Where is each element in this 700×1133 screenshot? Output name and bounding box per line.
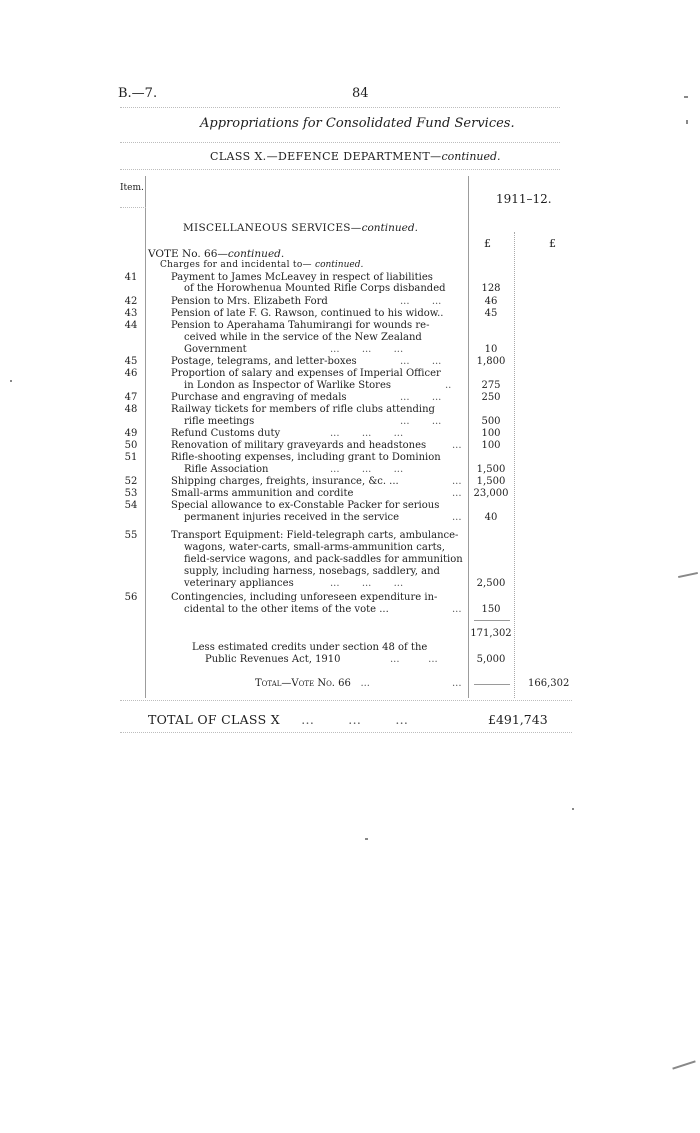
amount-subcolumn-rule — [514, 232, 515, 698]
dot-leader: ... — [452, 440, 462, 451]
item-amount: 1,500 — [476, 464, 506, 475]
subtotal-rule — [474, 620, 510, 621]
page-number: 84 — [352, 86, 369, 101]
item-header-underline — [120, 207, 146, 208]
charges-heading: Charges for and incidental to— continued. — [160, 260, 364, 270]
item-description: Transport Equipment: Field-telegraph carts, ambulance- — [171, 530, 459, 541]
scan-mark — [686, 120, 688, 124]
item-number: 53 — [124, 488, 138, 499]
vote-total-label: Total—Vote No. 66 ... — [255, 678, 370, 689]
divider — [120, 169, 560, 170]
item-amount: 46 — [484, 296, 498, 307]
item-number: 52 — [124, 476, 138, 487]
item-description: Payment to James McLeavey in respect of liabilities — [171, 272, 433, 283]
item-amount: 10 — [484, 344, 498, 355]
item-number: 55 — [124, 530, 138, 541]
item-description: Small-arms ammunition and cordite — [171, 488, 354, 499]
scan-mark — [684, 96, 688, 98]
item-description: Postage, telegrams, and letter-boxes — [171, 356, 357, 367]
subtotal-amount: 171,302 — [470, 628, 512, 639]
item-number: 43 — [124, 308, 138, 319]
dot-leader: .. — [445, 380, 452, 391]
document-reference: B.—7. — [118, 86, 158, 101]
item-number: 51 — [124, 452, 138, 463]
dot-leader: ... — [452, 488, 462, 499]
item-number: 44 — [124, 320, 138, 331]
item-description: Renovation of military graveyards and headstones — [171, 440, 427, 451]
vote-heading: VOTE No. 66—continued. — [148, 248, 285, 260]
item-number: 48 — [124, 404, 138, 415]
item-amount: 128 — [481, 283, 501, 294]
item-amount: 150 — [481, 604, 501, 615]
item-description: Pension of late F. G. Rawson, continued to his widow.. — [171, 308, 444, 319]
item-description: Special allowance to ex-Constable Packer for serious — [171, 500, 440, 511]
item-description: cidental to the other items of the vote ... — [184, 604, 389, 615]
item-number: 47 — [124, 392, 138, 403]
item-description: of the Horowhenua Mounted Rifle Corps disbanded — [184, 283, 446, 294]
scan-mark — [10, 380, 12, 382]
item-description: Proportion of salary and expenses of Imperial Officer — [171, 368, 441, 379]
dot-leader: ... ... ... — [330, 344, 404, 355]
dot-leader: ... ... ... — [330, 464, 404, 475]
scan-mark — [365, 838, 368, 840]
item-description: rifle meetings — [184, 416, 255, 427]
dot-leader: ... — [452, 476, 462, 487]
item-description: permanent injuries received in the service — [184, 512, 400, 523]
class-total-label: TOTAL OF CLASS X ... ... ... — [148, 712, 409, 727]
item-amount: 1,800 — [476, 356, 506, 367]
item-description: field-service wagons, and pack-saddles for ammunition — [184, 554, 463, 565]
item-number: 54 — [124, 500, 138, 511]
item-amount: 40 — [484, 512, 498, 523]
item-amount: 23,000 — [473, 488, 509, 499]
class-heading: CLASS X.—DEFENCE DEPARTMENT—continued. — [210, 150, 501, 163]
item-number: 45 — [124, 356, 138, 367]
credits-description: Public Revenues Act, 1910 — [205, 654, 341, 665]
item-description: Pension to Aperahama Tahumirangi for wounds re- — [171, 320, 430, 331]
item-amount: 100 — [481, 440, 501, 451]
item-description: Purchase and engraving of medals — [171, 392, 347, 403]
item-number: 56 — [124, 592, 138, 603]
item-description: Refund Customs duty — [171, 428, 281, 439]
item-description: Pension to Mrs. Elizabeth Ford — [171, 296, 328, 307]
scan-mark — [678, 572, 698, 578]
pound-symbol: £ — [549, 237, 556, 250]
scan-mark — [672, 1060, 695, 1069]
dot-leader: ... ... — [400, 392, 442, 403]
item-description: Railway tickets for members of rifle clubs attending — [171, 404, 435, 415]
dot-leader: ... — [452, 604, 462, 615]
class-total-amount: £491,743 — [488, 712, 548, 727]
item-description: Rifle Association — [184, 464, 269, 475]
divider — [120, 142, 560, 143]
item-amount: 2,500 — [476, 578, 506, 589]
item-amount: 1,500 — [476, 476, 506, 487]
item-amount: 500 — [481, 416, 501, 427]
year-column-header: 1911–12. — [496, 192, 552, 206]
dot-leader: ... ... ... — [330, 428, 404, 439]
vote-total-amount: 166,302 — [528, 678, 570, 689]
item-amount: 45 — [484, 308, 498, 319]
table-bottom-rule — [120, 700, 572, 701]
item-description: Rifle-shooting expenses, including grant to Dominion — [171, 452, 441, 463]
pound-symbol: £ — [484, 237, 491, 250]
dot-leader: ... ... — [400, 356, 442, 367]
item-description: Government — [184, 344, 247, 355]
item-column-header: Item. — [120, 183, 144, 193]
dot-leader: ... — [452, 678, 462, 689]
scan-mark — [572, 808, 574, 810]
item-description: Shipping charges, freights, insurance, &c. ... — [171, 476, 399, 487]
item-amount: 250 — [481, 392, 501, 403]
item-description: Contingencies, including unforeseen expenditure in- — [171, 592, 438, 603]
divider — [120, 107, 560, 108]
item-number: 46 — [124, 368, 138, 379]
dot-leader: ... ... — [400, 416, 442, 427]
item-amount: 275 — [481, 380, 501, 391]
dot-leader: ... — [452, 512, 462, 523]
item-description: supply, including harness, nosebags, saddlery, and — [184, 566, 440, 577]
item-column-rule — [145, 176, 146, 698]
item-description: veterinary appliances — [184, 578, 294, 589]
item-description: wagons, water-carts, small-arms-ammunition carts, — [184, 542, 445, 553]
divider — [120, 732, 572, 733]
item-number: 50 — [124, 440, 138, 451]
item-number: 49 — [124, 428, 138, 439]
credits-description: Less estimated credits under section 48 of the — [192, 642, 428, 653]
item-description: in London as Inspector of Warlike Stores — [184, 380, 391, 391]
item-number: 41 — [124, 272, 138, 283]
credits-rule — [474, 684, 510, 685]
misc-services-heading: MISCELLANEOUS SERVICES—continued. — [183, 222, 418, 234]
page-title: Appropriations for Consolidated Fund Services. — [200, 116, 515, 131]
item-description: ceived while in the service of the New Zealand — [184, 332, 422, 343]
item-number: 42 — [124, 296, 138, 307]
dot-leader: ... ... — [400, 296, 442, 307]
dot-leader: ... ... — [390, 654, 438, 665]
item-amount: 100 — [481, 428, 501, 439]
dot-leader: ... ... ... — [330, 578, 404, 589]
credits-amount: 5,000 — [476, 654, 506, 665]
